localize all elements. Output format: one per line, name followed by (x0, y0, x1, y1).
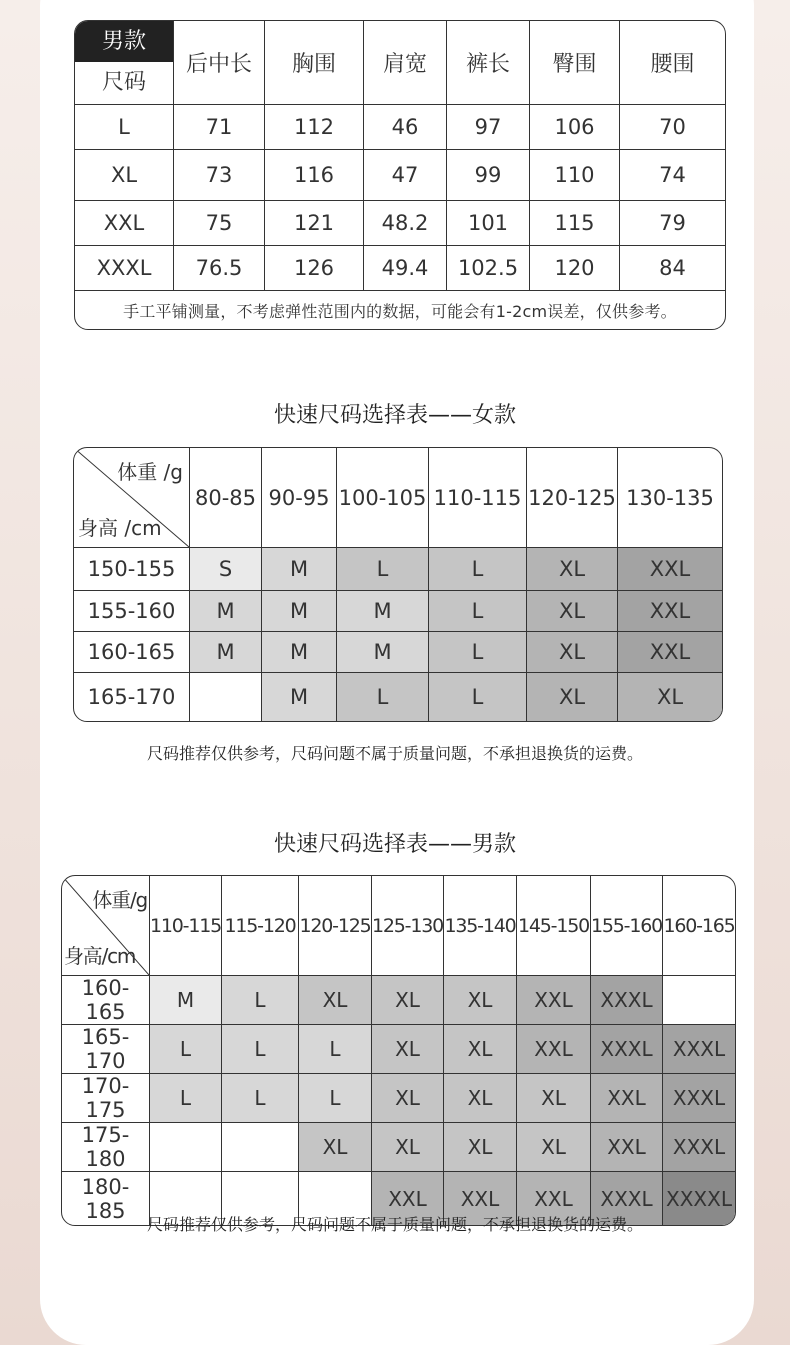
size-cell: XL (517, 1123, 591, 1172)
size-cell: XL (372, 1123, 444, 1172)
size-cell: L (222, 1025, 299, 1074)
table-cell: XL (75, 150, 174, 201)
men-size-table (61, 875, 736, 1226)
diagonal-header-cell (74, 448, 190, 548)
table-cell: 101 (447, 201, 530, 246)
table-row (74, 591, 722, 632)
size-cell: XXXL (591, 1172, 663, 1225)
column-header: 后中长 (174, 21, 265, 105)
table-cell: 79 (620, 201, 725, 246)
measurement-note: 手工平铺测量，不考虑弹性范围内的数据，可能会有1-2cm误差，仅供参考。 (123, 301, 677, 321)
size-cell: XL (517, 1074, 591, 1123)
table-cell: 126 (265, 246, 364, 291)
table-row (75, 201, 725, 246)
table-row (62, 1074, 735, 1123)
size-cell: XXXL (663, 1074, 735, 1123)
size-cell: XL (372, 1074, 444, 1123)
table-cell: 99 (447, 150, 530, 201)
size-cell: XL (372, 976, 444, 1025)
size-cell: XL (527, 591, 618, 632)
table-cell: 121 (265, 201, 364, 246)
size-cell: M (190, 632, 262, 673)
table-header-row (75, 21, 725, 105)
size-cell: XXL (517, 1025, 591, 1074)
height-cell: 155-160 (74, 591, 190, 632)
table-cell: 49.4 (364, 246, 447, 291)
table-row (62, 1123, 735, 1172)
table-cell: 47 (364, 150, 447, 201)
table-row (75, 246, 725, 291)
table-header-row (62, 876, 735, 976)
size-cell: L (429, 673, 527, 721)
size-cell: L (222, 1074, 299, 1123)
size-cell: XXXXL (663, 1172, 735, 1225)
size-cell: XL (299, 976, 372, 1025)
table-cell: 70 (620, 105, 725, 150)
size-cell: M (190, 591, 262, 632)
size-cell: L (429, 632, 527, 673)
table-row (74, 673, 722, 721)
size-cell: XXL (444, 1172, 517, 1225)
height-cell: 160-165 (62, 976, 150, 1025)
table-header-row (74, 448, 722, 548)
height-label: 身高 /cm (78, 516, 162, 540)
table-row (62, 976, 735, 1025)
weight-header: 120-125 (527, 448, 618, 548)
table-cell: 71 (174, 105, 265, 150)
weight-header: 135-140 (444, 876, 517, 976)
size-cell: XL (444, 1025, 517, 1074)
size-cell: L (337, 673, 429, 721)
column-header: 腰围 (620, 21, 725, 105)
weight-header: 110-115 (429, 448, 527, 548)
size-cell: L (429, 591, 527, 632)
table-cell: 73 (174, 150, 265, 201)
table-cell: 48.2 (364, 201, 447, 246)
table-cell: 84 (620, 246, 725, 291)
table-row (74, 632, 722, 673)
size-cell: M (262, 548, 337, 591)
table-cell: 116 (265, 150, 364, 201)
table-cell: 102.5 (447, 246, 530, 291)
size-cell: XL (527, 632, 618, 673)
table-row (74, 548, 722, 591)
size-cell: M (262, 673, 337, 721)
size-cell (222, 1123, 299, 1172)
size-cell: L (299, 1025, 372, 1074)
size-cell: XL (527, 673, 618, 721)
size-cell: XL (444, 1123, 517, 1172)
table-row (62, 1025, 735, 1074)
size-cell: XXL (591, 1123, 663, 1172)
weight-header: 110-115 (150, 876, 222, 976)
size-cell: XL (444, 1074, 517, 1123)
table-row (75, 105, 725, 150)
weight-header: 100-105 (337, 448, 429, 548)
size-cell: L (150, 1074, 222, 1123)
table-cell: L (75, 105, 174, 150)
column-header: 肩宽 (364, 21, 447, 105)
weight-header: 130-135 (618, 448, 722, 548)
weight-label: 体重/g (92, 888, 147, 912)
size-cell: XXL (372, 1172, 444, 1225)
table-cell: 106 (530, 105, 620, 150)
table-cell: XXXL (75, 246, 174, 291)
diagonal-header-cell (62, 876, 150, 976)
weight-header: 155-160 (591, 876, 663, 976)
size-cell: L (429, 548, 527, 591)
size-cell: M (262, 591, 337, 632)
size-cell: XL (527, 548, 618, 591)
size-cell: XXL (618, 591, 722, 632)
weight-header: 80-85 (190, 448, 262, 548)
size-cell: L (222, 976, 299, 1025)
table-cell: 46 (364, 105, 447, 150)
size-cell: XXXL (591, 1025, 663, 1074)
size-cell: S (190, 548, 262, 591)
size-cell: L (299, 1074, 372, 1123)
size-cell: XXXL (663, 1123, 735, 1172)
size-cell: XL (299, 1123, 372, 1172)
height-cell: 150-155 (74, 548, 190, 591)
men-measurement-table (74, 20, 726, 330)
table-cell: 75 (174, 201, 265, 246)
table-cell: 74 (620, 150, 725, 201)
table-cell: XXL (75, 201, 174, 246)
height-cell: 160-165 (74, 632, 190, 673)
size-cell: M (262, 632, 337, 673)
size-cell: XXL (591, 1074, 663, 1123)
size-cell: L (337, 548, 429, 591)
table-cell: 110 (530, 150, 620, 201)
weight-header: 125-130 (372, 876, 444, 976)
size-cell: XXL (618, 632, 722, 673)
table-cell: 76.5 (174, 246, 265, 291)
column-header: 臀围 (530, 21, 620, 105)
table-row (75, 150, 725, 201)
table-cell: 120 (530, 246, 620, 291)
size-cell (150, 1123, 222, 1172)
men-section-title: 快速尺码选择表——男款 (273, 832, 516, 857)
height-cell: 165-170 (74, 673, 190, 721)
size-cell: L (150, 1025, 222, 1074)
size-cell (190, 673, 262, 721)
height-cell: 170-175 (62, 1074, 150, 1123)
size-cell: XL (444, 976, 517, 1025)
size-header: 尺码 (101, 70, 146, 95)
weight-header: 145-150 (517, 876, 591, 976)
weight-header: 115-120 (222, 876, 299, 976)
size-corner-cell (75, 21, 174, 105)
height-cell: 175-180 (62, 1123, 150, 1172)
height-cell: 180-185 (62, 1172, 150, 1225)
height-label: 身高/cm (64, 944, 136, 968)
column-header: 胸围 (265, 21, 364, 105)
women-disclaimer: 尺码推荐仅供参考，尺码问题不属于质量问题，不承担退换货的运费。 (146, 744, 643, 763)
women-section-title: 快速尺码选择表——女款 (273, 403, 516, 428)
weight-header: 160-165 (663, 876, 735, 976)
weight-label: 体重 /g (117, 460, 183, 484)
size-cell: M (150, 976, 222, 1025)
note-row (75, 291, 725, 329)
size-cell: XXXL (591, 976, 663, 1025)
size-cell: XL (372, 1025, 444, 1074)
size-cell: XXXL (663, 1025, 735, 1074)
size-cell: XXL (517, 1172, 591, 1225)
size-cell: XL (618, 673, 722, 721)
weight-header: 120-125 (299, 876, 372, 976)
column-header: 裤长 (447, 21, 530, 105)
size-cell: M (337, 591, 429, 632)
size-cell: M (337, 632, 429, 673)
table-cell: 115 (530, 201, 620, 246)
table-cell: 97 (447, 105, 530, 150)
table-cell: 112 (265, 105, 364, 150)
women-size-table (73, 447, 723, 722)
men-disclaimer: 尺码推荐仅供参考，尺码问题不属于质量问题，不承担退换货的运费。 (146, 1215, 643, 1234)
size-cell (663, 976, 735, 1025)
weight-header: 90-95 (262, 448, 337, 548)
men-badge: 男款 (75, 21, 173, 62)
size-cell: XXL (517, 976, 591, 1025)
height-cell: 165-170 (62, 1025, 150, 1074)
size-cell: XXL (618, 548, 722, 591)
